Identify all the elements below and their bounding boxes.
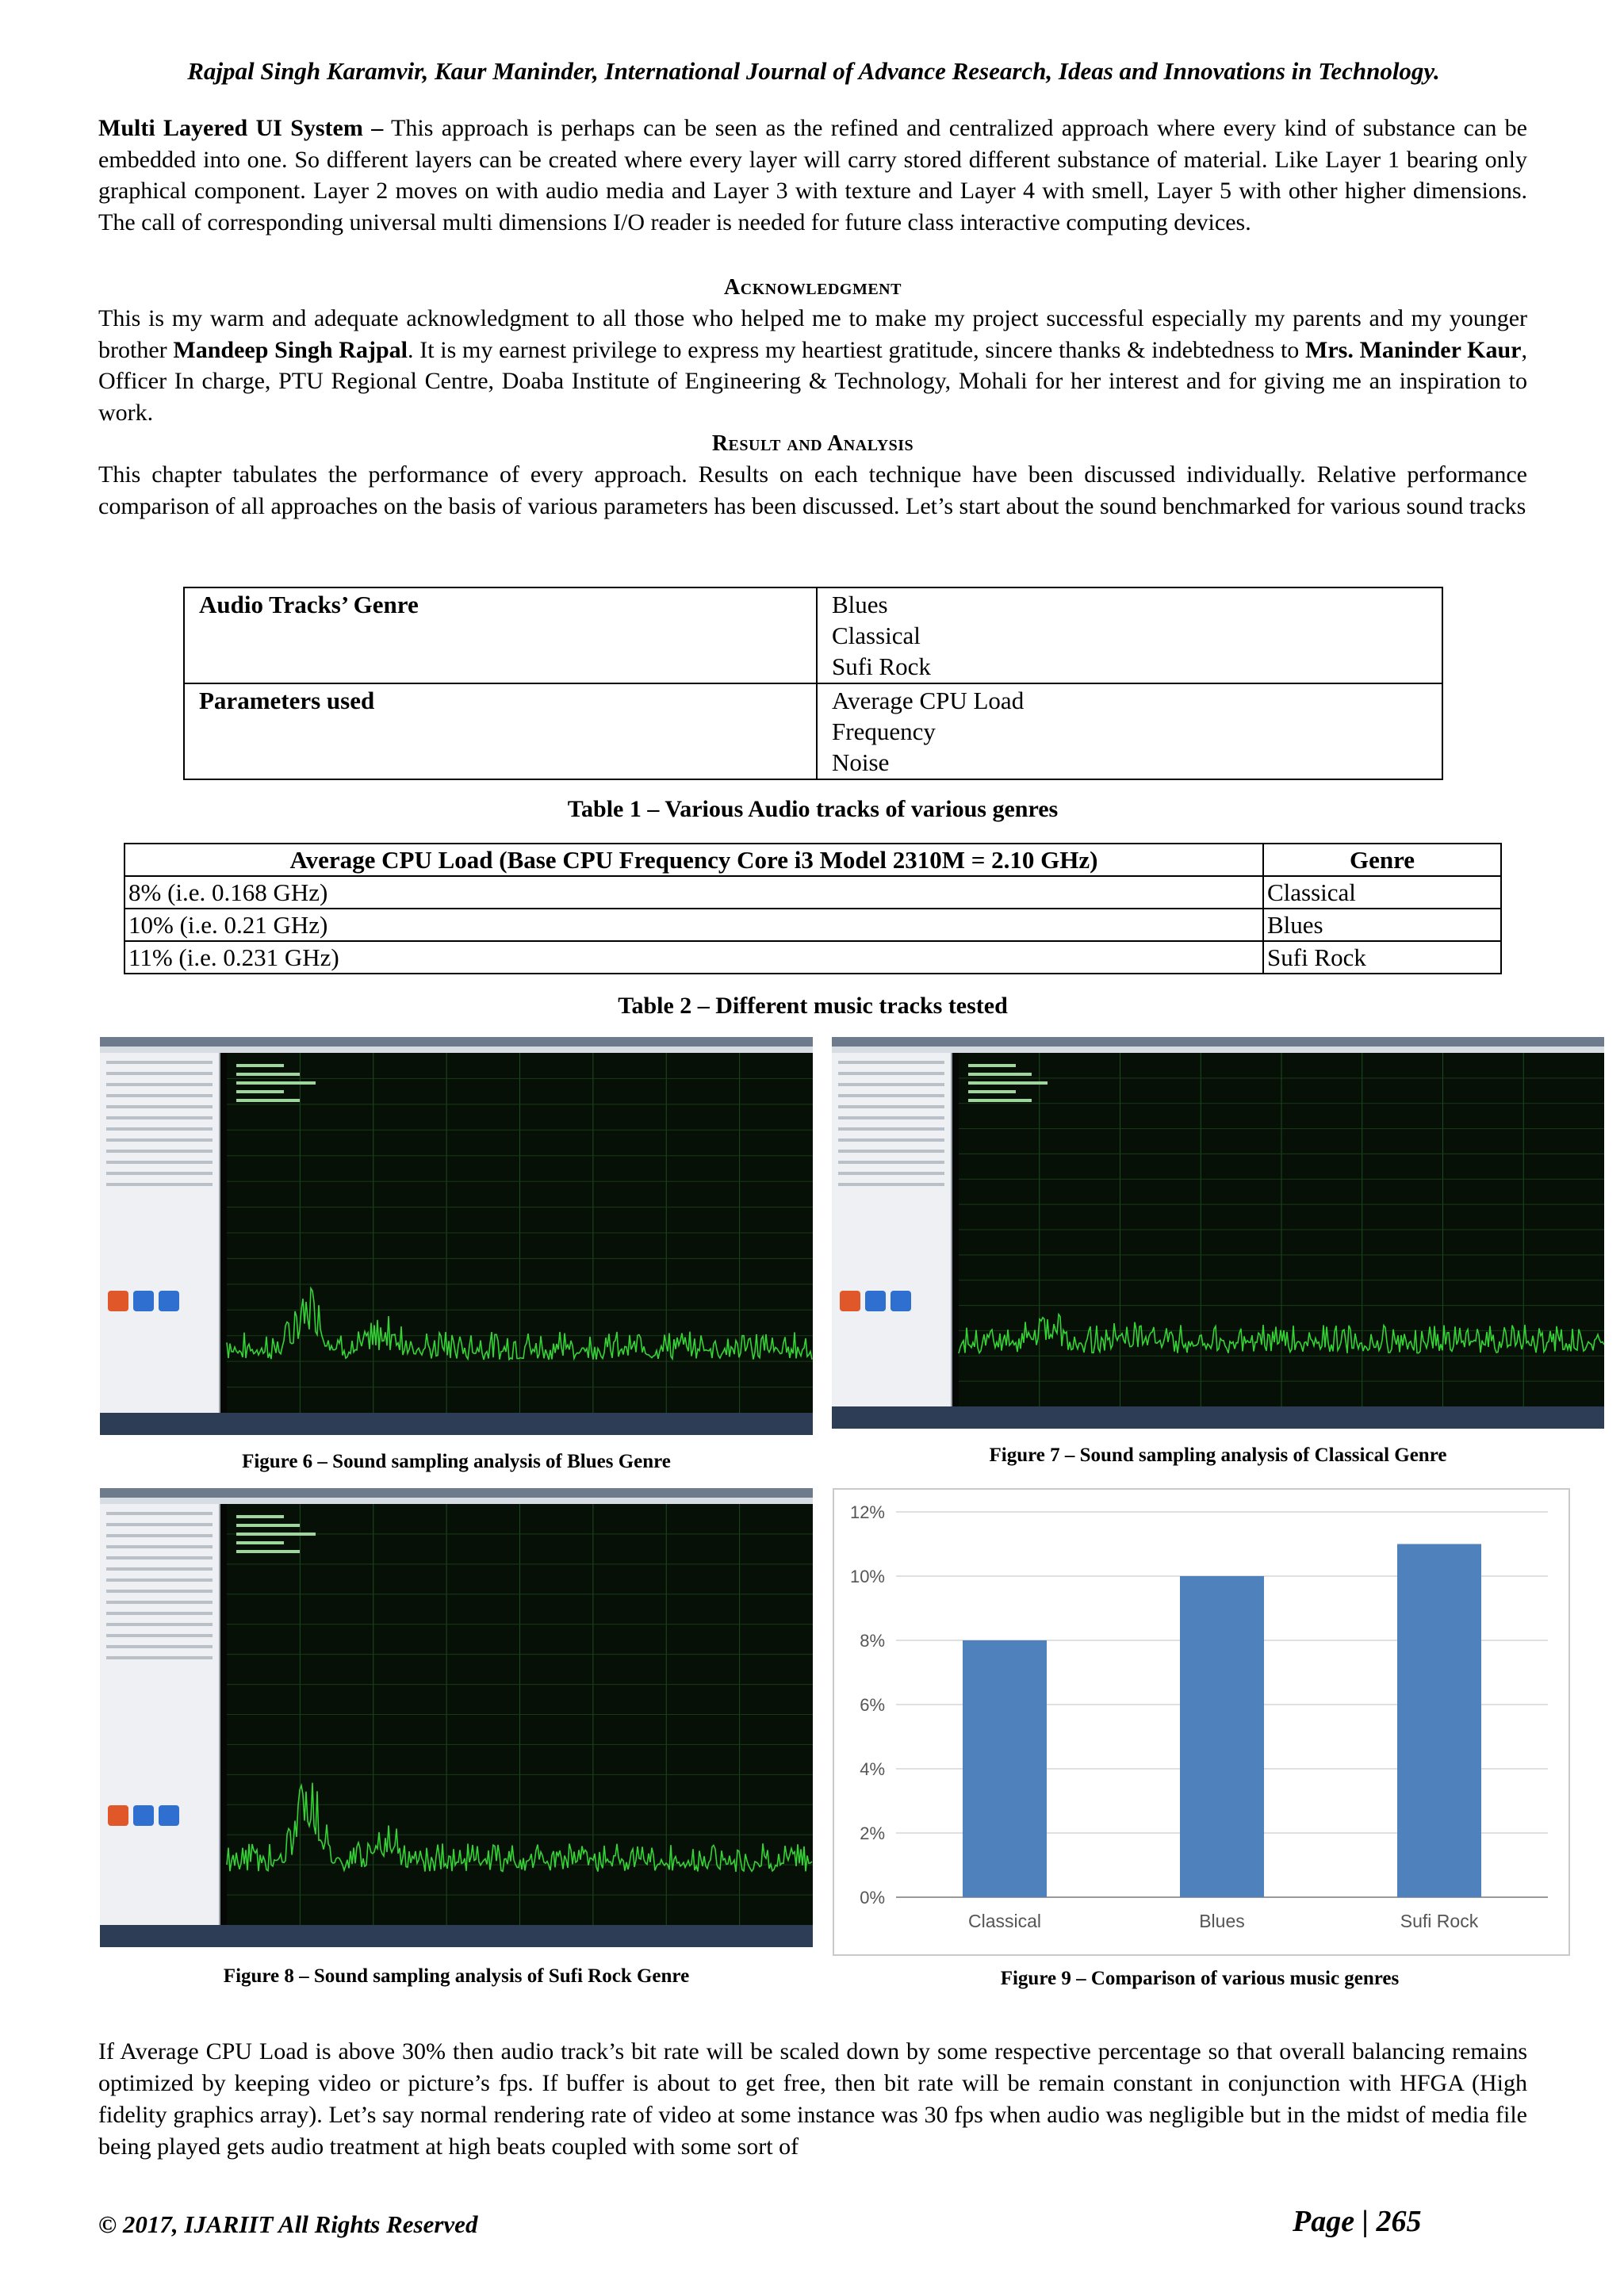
y-tick-label: 8% <box>860 1631 885 1651</box>
table2-header-load: Average CPU Load (Base CPU Frequency Core i3 Model 2310M = 2.10 GHz) <box>124 844 1263 876</box>
table-row <box>184 587 1442 683</box>
spectrum-grid <box>227 1053 813 1413</box>
table-row <box>184 683 1442 779</box>
intro-text: This approach is perhaps can be seen as the refined and centralized approach where every kind of substance can be embedded into one. So different layers can be created where every layer will carry stored different substance of material. Like Layer 1 bearing only graphical component. Layer 2 moves on with audio media and Layer 3 with texture and Layer 4 with smell, Layer 5 with other higher dimensions. The call of corresponding universal multi dimensions I/O reader is needed for future class interactive computing devices. <box>98 115 1527 235</box>
readout-text-block <box>968 1064 1048 1102</box>
table-cell: Classical <box>832 622 921 649</box>
ack-name-2: Mrs. Maninder Kaur <box>1305 336 1522 363</box>
figure-9-chart <box>833 1488 1570 1956</box>
ack-text-3: , Officer In charge, PTU Regional Centre, Doaba Institute of Engineering & Technology, Mohali for her interest and for giving me an inspiration to work. <box>98 336 1527 426</box>
y-tick-label: 2% <box>860 1823 885 1843</box>
spectrum-grid <box>959 1053 1604 1406</box>
figure-7-caption: Figure 7 – Sound sampling analysis of Classical Genre <box>989 1445 1447 1466</box>
x-category-label: Sufi Rock <box>1400 1911 1479 1931</box>
running-header: Rajpal Singh Karamvir, Kaur Maninder, International Journal of Advance Research, Ideas and Innovations in Technology. <box>187 57 1440 85</box>
table-header-row <box>124 844 1501 876</box>
y-tick-label: 0% <box>860 1888 885 1908</box>
ack-name-1: Mandeep Singh Rajpal <box>173 336 408 363</box>
bar-classical <box>963 1640 1047 1897</box>
figure-9-caption: Figure 9 – Comparison of various music genres <box>1000 1968 1400 1989</box>
table-cell: Average CPU Load <box>832 687 1025 714</box>
figure-8-caption: Figure 8 – Sound sampling analysis of Sufi Rock Genre <box>223 1965 690 1987</box>
table-cell: 10% (i.e. 0.21 GHz) <box>124 909 1263 941</box>
table-1 <box>183 587 1443 780</box>
y-tick-label: 6% <box>860 1695 885 1715</box>
table-cell: Blues <box>832 591 888 618</box>
intro-paragraph <box>98 113 1527 238</box>
table1-val-genre <box>817 587 1442 683</box>
y-tick-label: 12% <box>849 1502 885 1522</box>
y-tick-label: 4% <box>860 1759 885 1779</box>
table2-caption: Table 2 – Different music tracks tested <box>618 993 1008 1019</box>
bar-sufi-rock <box>1397 1544 1481 1898</box>
figure-6-caption: Figure 6 – Sound sampling analysis of Blues Genre <box>242 1451 671 1472</box>
results-heading: Result and Analysis <box>711 431 914 456</box>
bar-blues <box>1180 1576 1264 1897</box>
table-2 <box>124 843 1502 974</box>
table1-val-params <box>817 683 1442 779</box>
bar-chart-svg <box>834 1490 1568 1954</box>
readout-text-block <box>236 1515 316 1553</box>
page-number: Page | 265 <box>1293 2205 1422 2238</box>
y-tick-label: 10% <box>849 1567 885 1586</box>
ack-heading: Acknowledgment <box>724 275 902 300</box>
table1-key-params: Parameters used <box>184 683 817 779</box>
closing-paragraph: If Average CPU Load is above 30% then audio track’s bit rate will be scaled down by some respective percentage so that overall balancing remains optimized by keeping video or picture’s fps. If buffer is about to get free, then bit rate will be remain constant in conjunction with HFGA (High fidelity graphics array). Let’s say normal rendering rate of video at some instance was 30 fps when audio was negligible but in the midst of media file being played gets audio treatment at high beats coupled with some sort of <box>98 2038 1527 2160</box>
table1-key-genre: Audio Tracks’ Genre <box>184 587 817 683</box>
table-row <box>124 909 1501 941</box>
intro-lead: Multi Layered UI System – <box>98 115 384 141</box>
ack-paragraph <box>98 303 1527 428</box>
x-category-label: Blues <box>1199 1911 1245 1931</box>
ack-text-1: This is my warm and adequate acknowledgment to all those who helped me to make my project successful especially my parents and my younger brother <box>98 305 1527 363</box>
table-cell: Classical <box>1263 876 1501 909</box>
spectrum-trace <box>100 1488 813 1947</box>
table1-caption: Table 1 – Various Audio tracks of various genres <box>567 796 1059 822</box>
table-cell: 11% (i.e. 0.231 GHz) <box>124 941 1263 974</box>
table-cell: 8% (i.e. 0.168 GHz) <box>124 876 1263 909</box>
table-row <box>124 941 1501 974</box>
x-category-label: Classical <box>967 1911 1042 1931</box>
table-row <box>124 876 1501 909</box>
table2-header-genre: Genre <box>1263 844 1501 876</box>
table-cell: Sufi Rock <box>1263 941 1501 974</box>
copyright-footer: © 2017, IJARIIT All Rights Reserved <box>98 2210 478 2238</box>
figure-7-screenshot <box>832 1037 1604 1429</box>
readout-text-block <box>236 1064 316 1102</box>
table-cell: Blues <box>1263 909 1501 941</box>
figure-6-screenshot <box>100 1037 813 1435</box>
table-cell: Frequency <box>832 718 936 745</box>
table-cell: Sufi Rock <box>832 652 931 680</box>
ack-text-2: . It is my earnest privilege to express my heartiest gratitude, sincere thanks & indebtedness to <box>407 336 1306 363</box>
spectrum-trace <box>832 1037 1604 1429</box>
spectrum-trace <box>100 1037 813 1435</box>
results-paragraph: This chapter tabulates the performance of every approach. Results on each technique have been discussed individually. Relative performance comparison of all approaches on the basis of various parameters has been discussed. Let’s start about the sound benchmarked for various sound tracks <box>98 461 1527 519</box>
table-cell: Noise <box>832 748 890 776</box>
figure-8-screenshot <box>100 1488 813 1947</box>
